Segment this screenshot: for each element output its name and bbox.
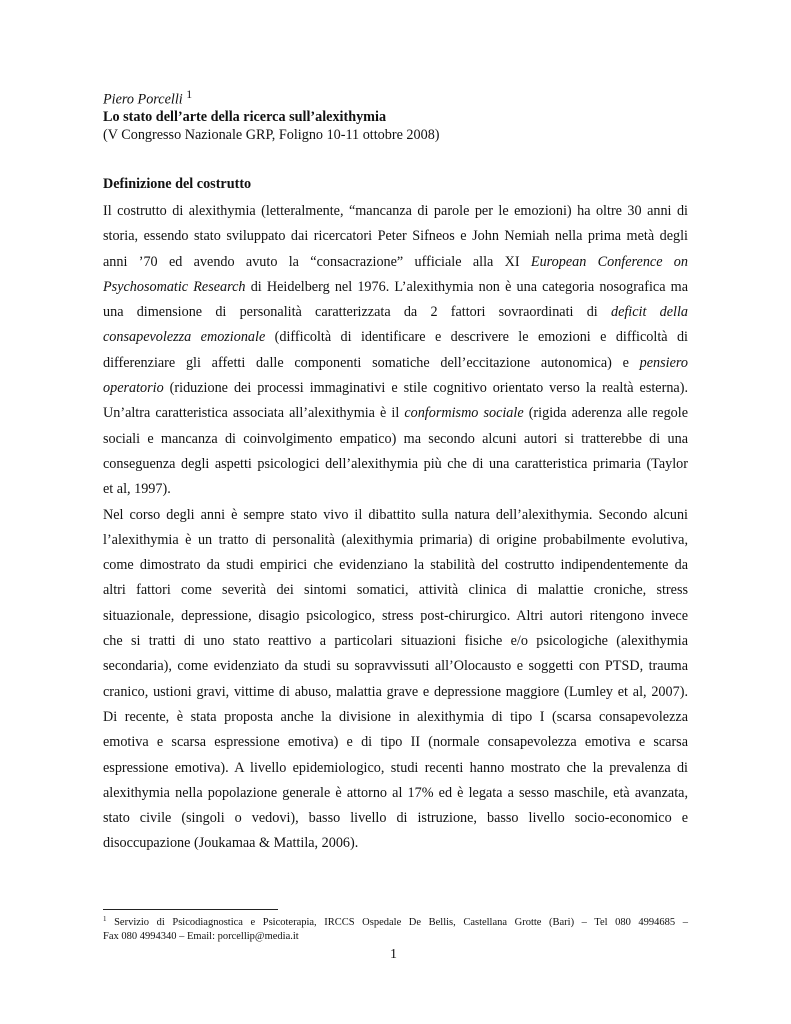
text-run: Un’altra caratteristica associata all’alexithymia è il xyxy=(103,405,405,422)
text-run: conseguenza degli aspetti psicologici dell’alexithymia più che di una caratteristica primaria (Taylor xyxy=(103,455,688,472)
text-line xyxy=(103,503,688,528)
text-line xyxy=(103,680,688,705)
text-line xyxy=(103,831,688,856)
text-run: altri fattori come severità dei sintomi somatici, attività clinica di malattie croniche, stress xyxy=(103,582,688,599)
text-line xyxy=(103,351,688,376)
text-run: espressione emotiva). A livello epidemiologico, studi recenti hanno mostrato che la prevalenza di xyxy=(103,759,688,776)
text-run: Di recente, è stata proposta anche la divisione in alexithymia di tipo I (scarsa consapevolezza xyxy=(103,708,688,725)
text-line xyxy=(103,705,688,730)
text-run: alexithymia nella popolazione generale è attorno al 17% ed è legata a sesso maschile, età avanzata, xyxy=(103,784,688,801)
text-run: (difficoltà di identificare e descrivere le emozioni e difficoltà di xyxy=(265,329,688,346)
text-line xyxy=(103,806,688,831)
text-run: et al, 1997). xyxy=(103,481,171,498)
text-run: come dimostrato da studi empirici che evidenziano la stabilità del costrutto indipendentemente da xyxy=(103,557,688,574)
text-line xyxy=(103,401,688,426)
italic-text: operatorio xyxy=(103,380,164,397)
italic-text: European Conference on xyxy=(530,253,688,270)
text-run: Nel corso degli anni è sempre stato vivo il dibattito sulla natura dell’alexithymia. Secondo alcuni xyxy=(103,506,688,523)
text-run: l’alexithymia è un tratto di personalità (alexithymia primaria) di origine probabilmente evolutiva, xyxy=(103,531,688,548)
text-line xyxy=(103,300,688,325)
text-run: di Heidelberg nel 1976. L’alexithymia non è una categoria nosografica ma xyxy=(245,278,688,295)
text-line xyxy=(103,528,688,553)
text-run: secondaria), come evidenziato da studi su sopravvissuti all’Olocausto e soggetti con PTSD, trauma xyxy=(103,658,688,675)
text-run: anni ’70 ed avendo avuto la “consacrazione” ufficiale alla XI xyxy=(103,253,531,270)
text-run: situazionale, depressione, disagio psicologico, stress post-chirurgico. Altri autori ritengono invece xyxy=(103,607,688,624)
text-line xyxy=(103,224,688,249)
author-line xyxy=(103,86,440,109)
italic-text: pensiero xyxy=(639,354,688,371)
body-text xyxy=(103,199,688,857)
text-run: storia, essendo stato sviluppato dai ricercatori Peter Sifneos e John Nemiah nella prima metà degli xyxy=(103,228,688,245)
footnote xyxy=(103,916,688,943)
footnote-line: Fax 080 4994340 – Email: porcellip@media.it xyxy=(103,930,299,942)
text-line xyxy=(103,199,688,224)
text-run: (riduzione dei processi immaginativi e stile cognitivo orientato verso la realtà esterna). xyxy=(163,380,688,397)
text-line xyxy=(103,553,688,578)
text-line xyxy=(103,452,688,477)
text-run: differenziare gli affetti dalle componenti somatiche dell’eccitazione autonomica) e xyxy=(103,354,640,371)
text-run: stato civile (singoli o vedovi), basso livello di istruzione, basso livello socio-economico e xyxy=(103,810,688,827)
text-line xyxy=(103,477,688,502)
section-heading: Definizione del costrutto xyxy=(103,176,252,192)
text-run: che si tratti di uno stato reattivo a particolari situazioni fisiche e/o psicologiche (alexithymia xyxy=(103,633,688,650)
italic-text: consapevolezza emozionale xyxy=(103,329,266,346)
footnote-divider xyxy=(103,909,278,910)
text-line xyxy=(103,781,688,806)
page-number: 1 xyxy=(390,947,397,962)
text-run: emotiva e scarsa espressione emotiva) e di tipo II (normale consapevolezza emotiva e scarsa xyxy=(103,734,688,751)
text-run: Il costrutto di alexithymia (letteralmente, “mancanza di parole per le emozioni) ha oltre 30 anni di xyxy=(103,203,688,219)
event-line: (V Congresso Nazionale GRP, Foligno 10-11 ottobre 2008) xyxy=(103,126,440,143)
text-line xyxy=(103,629,688,654)
footnote-mark: 1 xyxy=(103,915,107,923)
text-line xyxy=(103,730,688,755)
italic-text: deficit della xyxy=(610,304,689,321)
italic-text: conformismo sociale xyxy=(404,405,524,422)
text-line xyxy=(103,325,688,350)
text-line xyxy=(103,604,688,629)
text-line xyxy=(103,427,688,452)
text-run: sociali e mancanza di coinvolgimento empatico) ma secondo alcuni autori si tratterebbe di una xyxy=(103,430,688,447)
text-line xyxy=(103,275,688,300)
text-run: una dimensione di personalità caratterizzata da 2 fattori sovraordinati di xyxy=(103,304,611,321)
author-name: Piero Porcelli xyxy=(103,91,183,108)
text-line xyxy=(103,250,688,275)
text-line xyxy=(103,578,688,603)
text-run: cranico, ustioni gravi, vittime di abuso, malattia grave e depressione maggiore (Lumley et al, 2007). xyxy=(103,683,688,700)
author-footnote-mark: 1 xyxy=(186,87,193,101)
document-header xyxy=(103,86,440,144)
text-run: disoccupazione (Joukamaa & Mattila, 2006). xyxy=(103,835,359,852)
text-run: (rigida aderenza alle regole xyxy=(523,405,689,422)
text-line xyxy=(103,376,688,401)
footnote-line xyxy=(103,916,688,930)
text-line xyxy=(103,756,688,781)
document-title: Lo stato dell’arte della ricerca sull’alexithymia xyxy=(103,109,387,126)
text-line xyxy=(103,654,688,679)
footnote-text: Servizio di Psicodiagnostica e Psicoterapia, IRCCS Ospedale De Bellis, Castellana Grotte (Bari) – Tel 080 4994685 – xyxy=(106,917,688,928)
italic-text: Psychosomatic Research xyxy=(103,278,246,295)
